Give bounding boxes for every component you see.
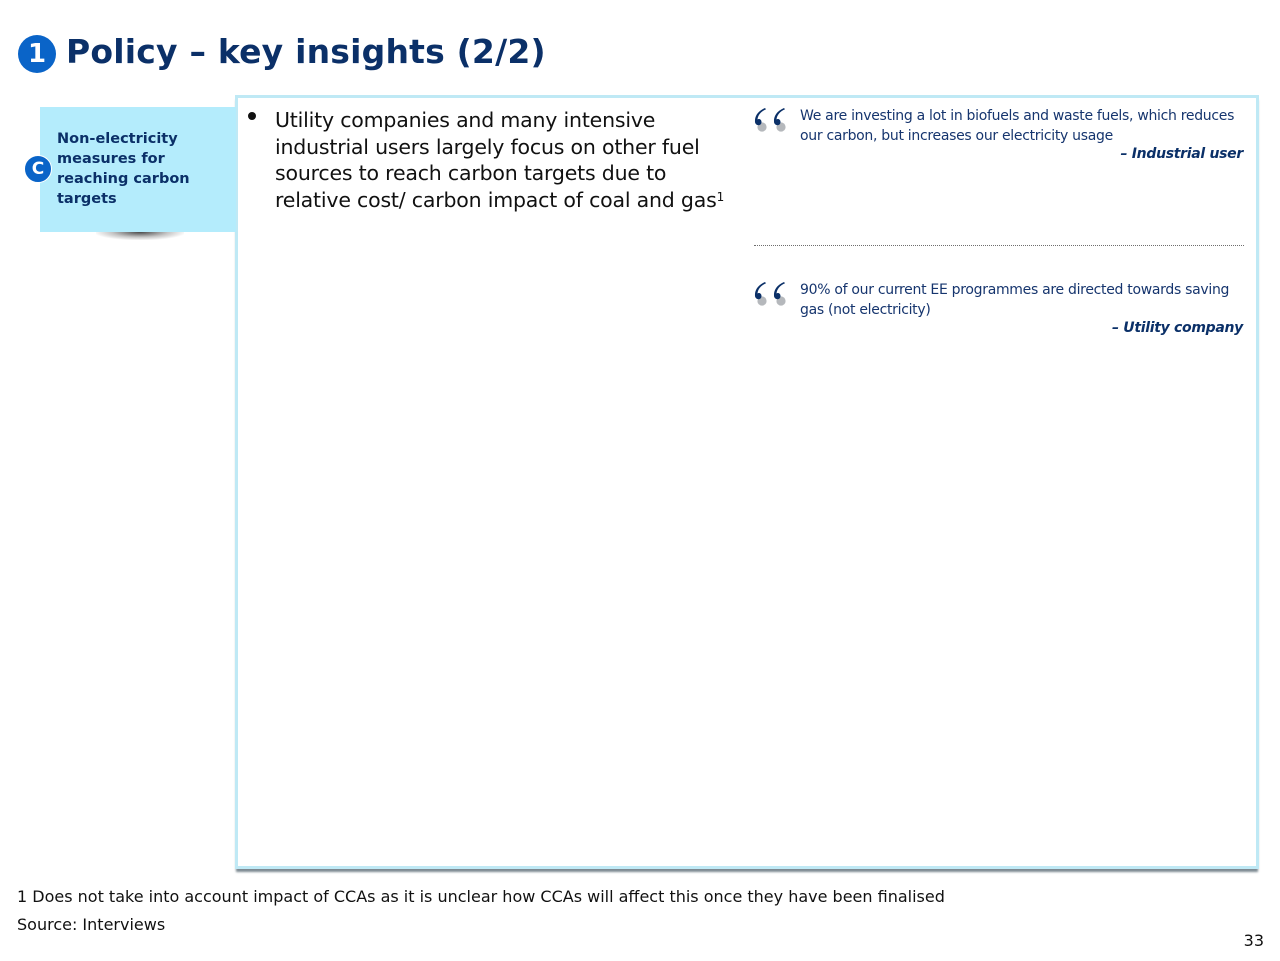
page-title: Policy – key insights (2/2) — [66, 32, 546, 71]
bullet-icon — [248, 112, 256, 120]
quote-text: We are investing a lot in biofuels and waste fuels, which reduces our carbon, but increases our electricity usage — [800, 108, 1235, 144]
label-shadow — [96, 232, 184, 240]
section-label: Non-electricity measures for reaching carbon targets — [57, 131, 190, 207]
quote-divider — [754, 245, 1244, 246]
quote-attribution: – Industrial user — [1120, 146, 1243, 162]
quote-text: 90% of our current EE programmes are directed towards saving gas (not electricity) — [800, 282, 1230, 318]
page-number: 33 — [1243, 931, 1264, 950]
footnote: 1 Does not take into account impact of CCAs as it is unclear how CCAs will affect this once they have been finalised — [17, 887, 945, 906]
quotation-mark-icon — [752, 279, 792, 309]
footnote-reference: 1 — [716, 189, 725, 204]
quotation-mark-icon — [752, 105, 792, 135]
insight-bullet — [275, 107, 740, 213]
source-note: Source: Interviews — [17, 915, 166, 934]
section-letter-badge: C — [24, 155, 52, 183]
insight-text: Utility companies and many intensive industrial users largely focus on other fuel sources to reach carbon targets due to relative cost/ carbon impact of coal and gas — [275, 108, 717, 212]
section-number-badge: 1 — [18, 35, 56, 73]
quote-attribution: – Utility company — [1112, 320, 1243, 336]
